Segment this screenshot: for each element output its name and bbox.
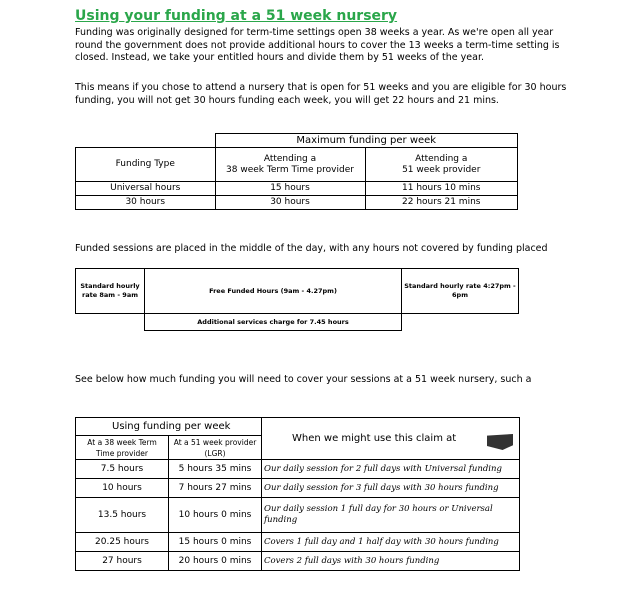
- hours-51-cell: 22 hours 21 mins: [365, 196, 518, 210]
- col-38-header: At a 38 week Term Time provider: [76, 436, 169, 460]
- flag-icon: [487, 434, 513, 450]
- table-row: [76, 460, 520, 479]
- hours-38-cell: 20.25 hours: [76, 533, 169, 552]
- intro-paragraph-2: This means if you chose to attend a nursery that is open for 51 weeks and you are eligible for 30 hours funding, you will not get 30 hours funding each week, you will get 22 hours and 21 mins.: [75, 82, 567, 106]
- see-below-text: See below how much funding you will need to cover your sessions at a 51 week nursery, such a: [75, 374, 532, 385]
- hours-51-cell: 7 hours 27 mins: [169, 479, 262, 498]
- max-funding-header: Maximum funding per week: [215, 134, 518, 148]
- table-row: [76, 533, 520, 552]
- hours-38-cell: 27 hours: [76, 552, 169, 571]
- hours-51-cell: 15 hours 0 mins: [169, 533, 262, 552]
- when-header: When we might use this claim at: [292, 433, 457, 444]
- funding-type-cell: 30 hours: [76, 196, 216, 210]
- hours-38-cell: 7.5 hours: [76, 460, 169, 479]
- col-51-header: Attending a 51 week provider: [365, 148, 518, 182]
- hours-38-cell: 30 hours: [215, 196, 365, 210]
- additional-services: Additional services charge for 7.45 hours: [144, 313, 402, 331]
- col-38-header: Attending a 38 week Term Time provider: [215, 148, 365, 182]
- free-funded-hours: Free Funded Hours (9am - 4.27pm): [144, 268, 402, 314]
- table-row: [76, 479, 520, 498]
- standard-rate-morning: Standard hourly rate 8am - 9am: [75, 268, 145, 314]
- when-cell: Our daily session for 2 full days with Universal funding: [262, 460, 520, 479]
- standard-rate-evening: Standard hourly rate 4:27pm - 6pm: [401, 268, 519, 314]
- when-cell: Our daily session 1 full day for 30 hours or Universal funding: [262, 498, 520, 533]
- intro-paragraph: Funding was originally designed for term-time settings open 38 weeks a year. As we're open all year round the government does not provide additional hours to cover the 13 weeks a term-time setting is closed. Instead, we take your entitled hours and divide them by 51 weeks of the year.: [75, 27, 560, 63]
- sessions-text: Funded sessions are placed in the middle of the day, with any hours not covered by funding placed: [75, 243, 548, 254]
- using-funding-header: Using funding per week: [76, 418, 262, 436]
- when-cell: Covers 1 full day and 1 half day with 30 hours funding: [262, 533, 520, 552]
- funding-type-header: Funding Type: [76, 148, 216, 182]
- table-row: [76, 498, 520, 533]
- hours-38-cell: 15 hours: [215, 182, 365, 196]
- funding-table: [75, 133, 518, 210]
- page-title: Using your funding at a 51 week nursery: [75, 8, 398, 24]
- usage-table: [75, 417, 520, 571]
- table-row: [76, 552, 520, 571]
- table-row: [76, 196, 518, 210]
- funding-type-cell: Universal hours: [76, 182, 216, 196]
- table-row: [76, 182, 518, 196]
- hours-51-cell: 5 hours 35 mins: [169, 460, 262, 479]
- col-51-header: At a 51 week provider (LGR): [169, 436, 262, 460]
- hours-38-cell: 10 hours: [76, 479, 169, 498]
- hours-51-cell: 10 hours 0 mins: [169, 498, 262, 533]
- when-cell: Our daily session for 3 full days with 30 hours funding: [262, 479, 520, 498]
- when-cell: Covers 2 full days with 30 hours funding: [262, 552, 520, 571]
- hours-51-cell: 11 hours 10 mins: [365, 182, 518, 196]
- hours-38-cell: 13.5 hours: [76, 498, 169, 533]
- hours-51-cell: 20 hours 0 mins: [169, 552, 262, 571]
